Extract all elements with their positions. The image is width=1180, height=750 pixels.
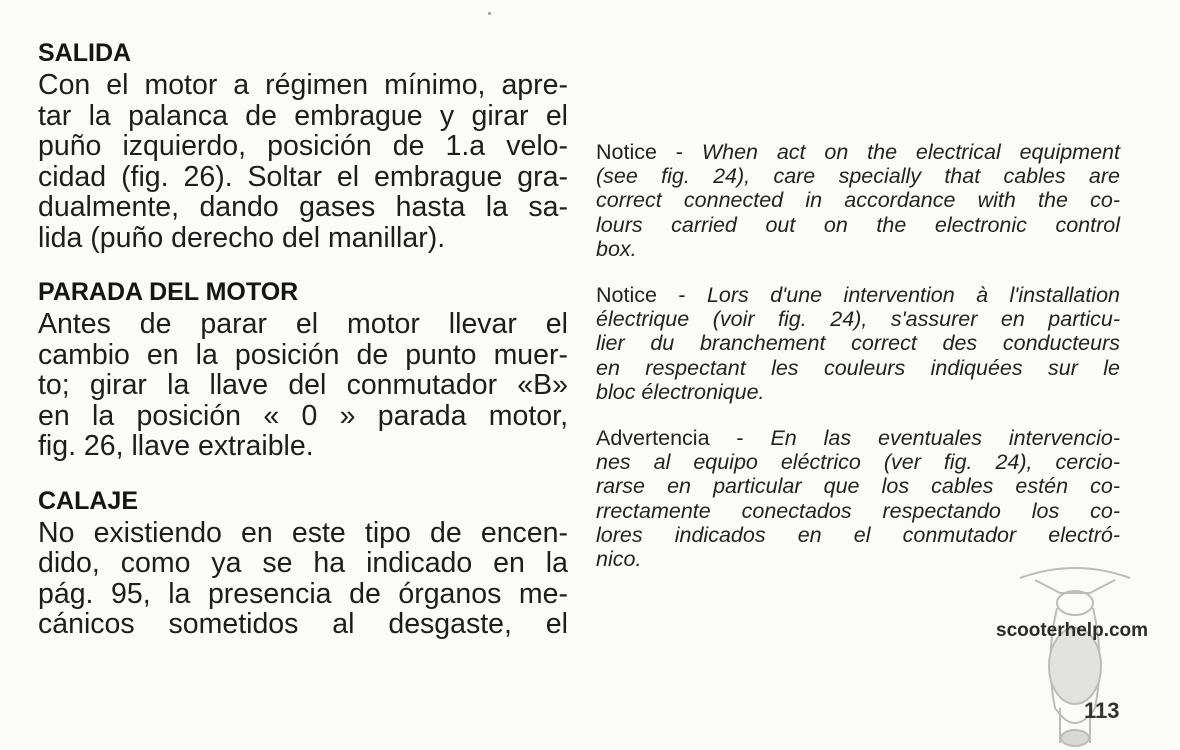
notice-line: box.	[596, 236, 637, 261]
notice-text: En las eventuales intervencio-	[770, 426, 1120, 451]
page-number: 113	[1084, 698, 1120, 723]
notice-line: en respectant les couleurs indiquées sur le	[596, 355, 1120, 380]
left-column	[38, 38, 568, 664]
notice-line: rrectamente conectados respectando los co-	[596, 498, 1120, 523]
notice-line	[596, 426, 1120, 450]
notice-line: lores indicados en el conmutador electró-	[596, 522, 1120, 547]
section-salida	[38, 38, 568, 253]
section-calaje	[38, 486, 568, 640]
text-line: cidad (fig. 26). Soltar el embrague gra-	[38, 160, 568, 193]
dust-speck	[488, 12, 491, 15]
watermark-text: scooterhelp.com	[996, 620, 1149, 641]
notice-line	[596, 140, 1120, 164]
text-line: cambio en la posición de punto muer-	[38, 338, 568, 371]
notice-line: correct connected in accordance with the co-	[596, 188, 1120, 213]
notice-line: nico.	[596, 547, 642, 572]
text-line: puño izquierdo, posición de 1.a velo-	[38, 130, 568, 162]
notice-label: Notice -	[596, 140, 702, 164]
text-line: No existiendo en este tipo de encen-	[38, 516, 568, 549]
text-line: tar la palanca de embrague y girar el	[38, 99, 568, 132]
notice-line: lier du branchement correct des conducteurs	[596, 331, 1120, 356]
text-line: Antes de parar el motor llevar el	[38, 308, 568, 340]
text-line: dido, como ya se ha indicado en la	[38, 547, 568, 579]
text-line: to; girar la llave del conmutador «B»	[38, 369, 568, 401]
notice-label: Advertencia -	[596, 426, 771, 451]
notice-line: rarse en particular que los cables estén co-	[596, 474, 1120, 499]
notice-label: Notice -	[596, 283, 707, 308]
notice-text: When act on the electrical equipment	[701, 140, 1120, 164]
right-column	[596, 140, 1120, 593]
notice-line: lours carried out on the electronic control	[596, 212, 1120, 237]
text-line: en la posición « 0 » parada motor,	[38, 399, 568, 432]
text-line: Con el motor a régimen mínimo, apre-	[38, 69, 568, 101]
text-line: cánicos sometidos al desgaste, el	[38, 608, 568, 640]
notice-french	[596, 283, 1120, 404]
notice-line: bloc électronique.	[596, 379, 765, 404]
section-heading: SALIDA	[38, 39, 132, 67]
notice-line: (see fig. 24), care specially that cables are	[596, 164, 1120, 189]
section-heading: CALAJE	[38, 486, 139, 515]
section-body	[38, 309, 568, 462]
text-line: dualmente, dando gases hasta la sa-	[38, 191, 568, 223]
text-line: lida (puño derecho del manillar).	[38, 221, 446, 254]
text-line: fig. 26, llave extraible.	[38, 430, 314, 462]
section-heading: PARADA DEL MOTOR	[38, 278, 299, 306]
section-body	[38, 70, 568, 253]
notice-line: nes al equipo eléctrico (ver fig. 24), cercio-	[596, 450, 1120, 475]
section-parada-del-motor	[38, 277, 568, 462]
notice-line: électrique (voir fig. 24), s'assurer en particu-	[596, 307, 1120, 332]
section-body	[38, 518, 568, 640]
scooter-watermark-icon	[1000, 548, 1150, 750]
text-line: pág. 95, la presencia de órganos me-	[38, 577, 568, 610]
notice-english	[596, 140, 1120, 261]
notice-line	[596, 283, 1120, 307]
notice-text: Lors d'une intervention à l'installation	[706, 283, 1120, 308]
